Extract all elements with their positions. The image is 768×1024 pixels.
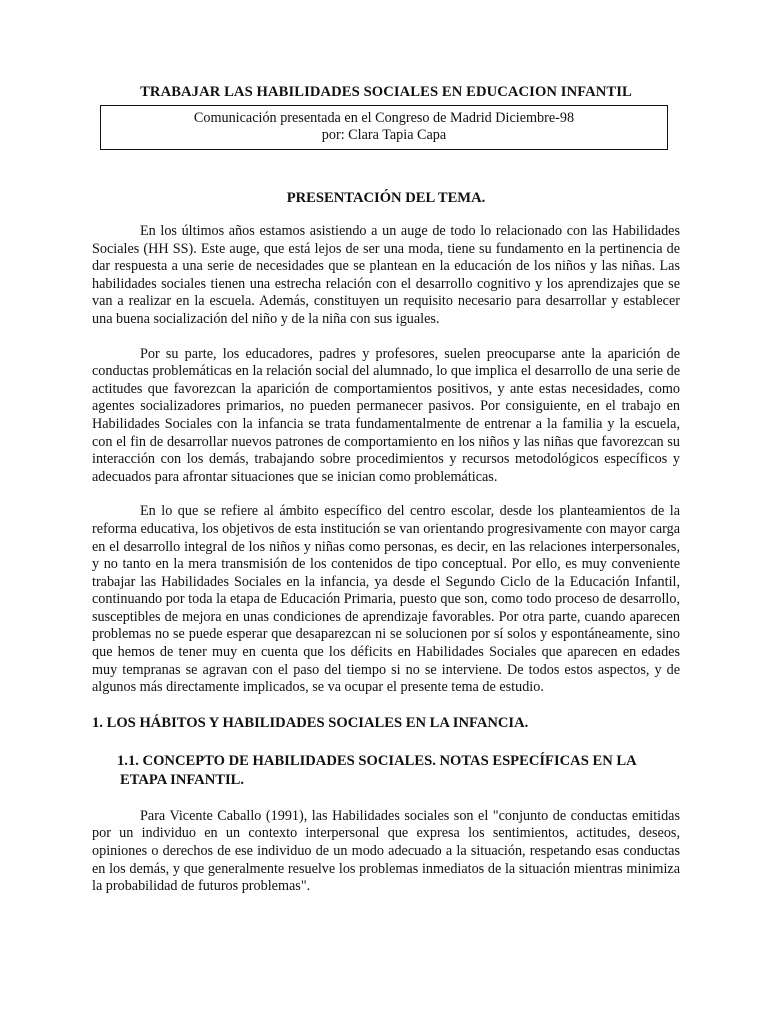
document-page	[92, 84, 680, 913]
heading-1-1	[117, 752, 680, 790]
document-title: TRABAJAR LAS HABILIDADES SOCIALES EN EDUCACION INFANTIL	[140, 84, 632, 100]
paragraph-1: En los últimos años estamos asistiendo a un auge de todo lo relacionado con las Habilidades Sociales (HH SS). Este auge, que está lejos de ser una moda, tiene su fundamento en la pertinencia de dar respuesta a una serie de necesidades que se plantean en la educación de los niños y las niñas. Las habilidades sociales tienen una estrecha relación con el desarrollo cognitivo y los aprendizajes que se van a realizar en la escuela. Además, constituyen un requisito necesario para desarrollar y establecer una buena socialización del niño y de la niña con sus iguales.	[92, 223, 680, 327]
paragraph-3: En lo que se refiere al ámbito específico del centro escolar, desde los planteamientos de la reforma educativa, los objetivos de esta institución se van orientando progresivamente con mayor carga en el desarrollo integral de los niños y niñas como personas, es decir, en las relaciones interpersonales, y no tanto en la mera transmisión de los contenidos de tipo conceptual. Por ello, es muy conveniente trabajar las Habilidades Sociales en la infancia, ya desde el Segundo Ciclo de la Educación Infantil, continuando por toda la etapa de Educación Primaria, puesto que son, como todo proceso de desarrollo, susceptibles de mejora en unas condiciones de aprendizaje favorables. Por otra parte, cuando aparecen problemas no se puede esperar que desaparezcan ni se solucionen por sí solos y espontáneamente, sino que hemos de tener muy en cuenta que los déficits en Habilidades Sociales que aparecen en edades muy tempranas se agravan con el paso del tiempo si no se interviene. De todos estos aspectos, y de algunos más directamente implicados, se va ocupar el presente tema de estudio.	[92, 503, 680, 696]
author-line: por: Clara Tapia Capa	[321, 127, 447, 143]
paragraph-2: Por su parte, los educadores, padres y profesores, suelen preocuparse ante la aparición de conductas problemáticas en la relación social del alumnado, lo que implica el desarrollo de una serie de actitudes que favorezcan la aparición de comportamientos positivos, y ante estas necesidades, como agentes socializadores primarios, no pueden permanecer pasivos. Por consiguiente, en el trabajo en Habilidades Sociales con la infancia se trata fundamentalmente de entrenar a la familia y la escuela, con el fin de desarrollar nuevos patrones de comportamiento en los niños y las niñas que favorezcan su interacción con los demás, trabajando sobre procedimientos y recursos metodológicos específicos y adecuados para afrontar situaciones que se inician como problemáticas.	[92, 345, 680, 485]
heading-1-1-line1: 1.1. CONCEPTO DE HABILIDADES SOCIALES. NOTAS ESPECÍFICAS EN LA	[117, 752, 637, 769]
paragraph-4: Para Vicente Caballo (1991), las Habilidades sociales son el "conjunto de conductas emitidas por un individuo en un contexto interpersonal que expresa los sentimientos, actitudes, deseos, opiniones o derechos de ese individuo de un modo adecuado a la situación, respetando esas conductas en los demás, y que generalmente resuelve los problemas inmediatos de la situación mientras minimiza la probabilidad de futuros problemas".	[92, 807, 680, 895]
communication-box	[100, 105, 668, 150]
section-title: PRESENTACIÓN DEL TEMA.	[286, 190, 486, 206]
heading-1: 1. LOS HÁBITOS Y HABILIDADES SOCIALES EN LA INFANCIA.	[92, 714, 529, 731]
heading-1-1-line2: ETAPA INFANTIL.	[120, 771, 245, 788]
communication-line: Comunicación presentada en el Congreso de Madrid Diciembre-98	[193, 110, 575, 126]
